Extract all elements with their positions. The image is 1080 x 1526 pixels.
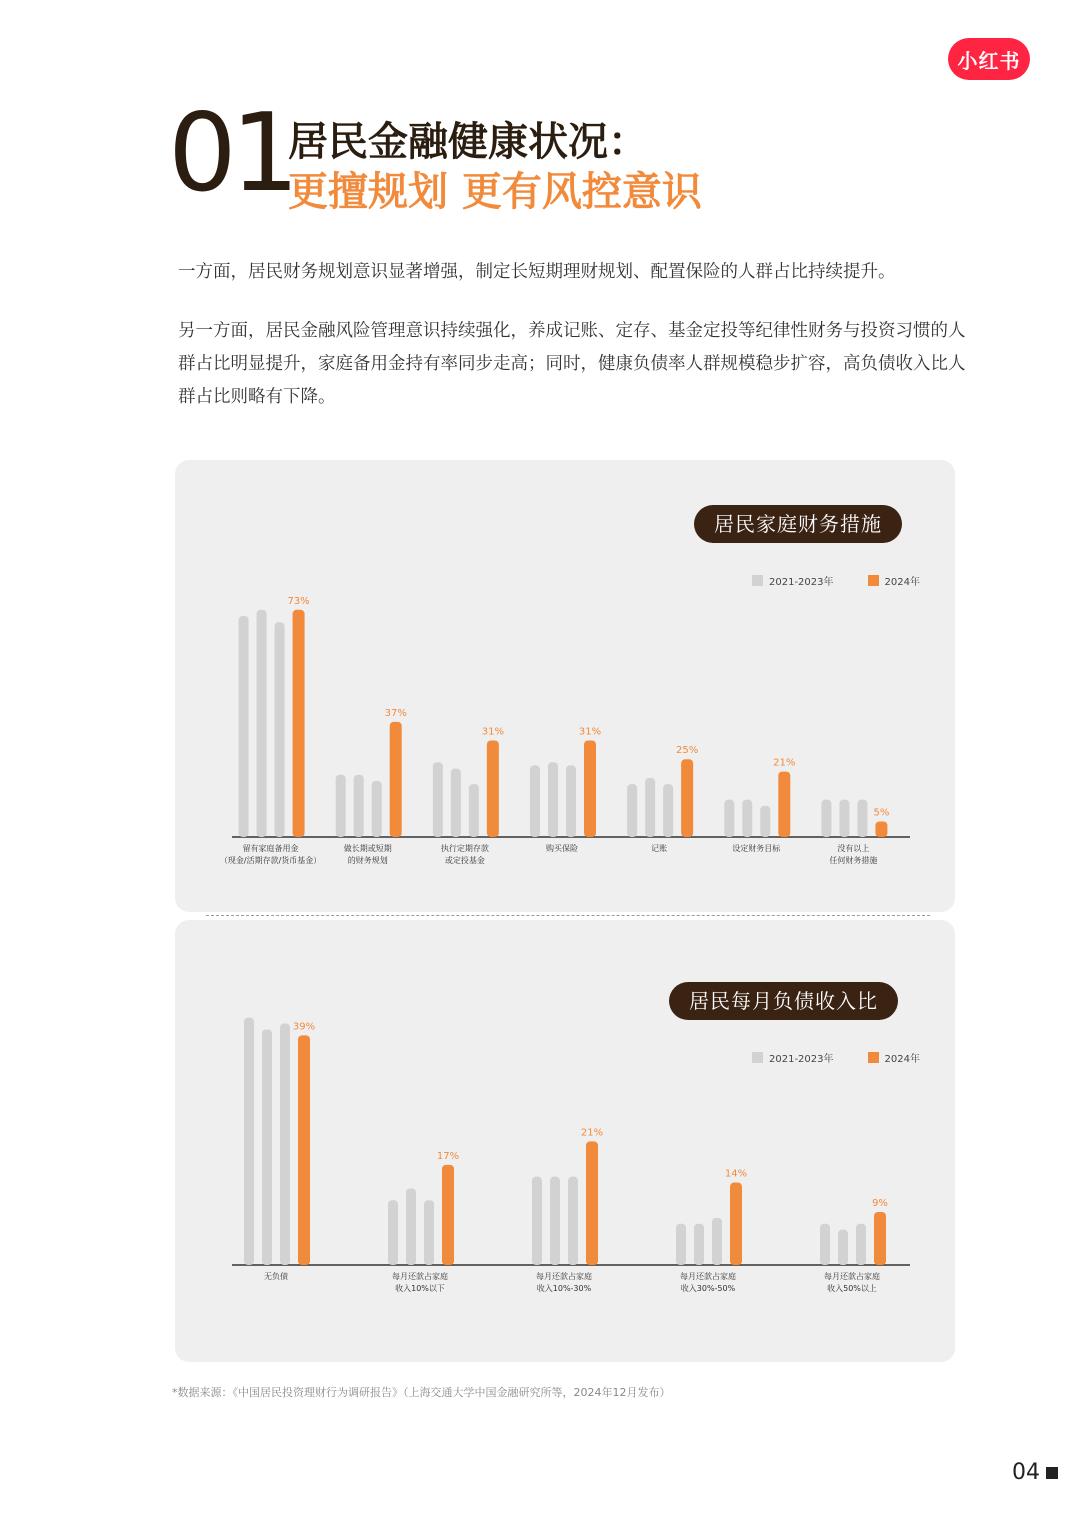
x-tick-label: 每月还款占家庭 [536,1272,592,1281]
bar-2024 [442,1165,454,1265]
bar-2021-2023 [424,1200,434,1265]
data-label-2024: 21% [773,757,796,769]
bar-2024 [298,1035,310,1265]
x-tick-label: 每月还款占家庭 [824,1272,880,1281]
bar-2021-2023 [856,1224,866,1265]
bar-2024 [586,1141,598,1265]
x-tick-label: 没有以上 [837,844,870,853]
x-tick-label: 记账 [651,844,668,853]
data-label-2024: 21% [580,1127,604,1139]
x-tick-label: 设定财务目标 [732,844,781,853]
xiaohongshu-logo: 小红书 [948,38,1030,80]
data-label-2024: 31% [481,726,504,738]
chart-title-financial-measures: 居民家庭财务措施 [694,505,902,543]
x-tick-label: 收入10%以下 [395,1284,445,1293]
data-label-2024: 37% [384,707,407,719]
bar-2021-2023 [280,1024,290,1265]
x-tick-label: 任何财务措施 [829,856,878,865]
x-tick-label: 做长期或短期 [343,844,392,853]
legend-label-orange: 2024年 [884,577,920,588]
x-tick-label: 收入50%以上 [827,1284,877,1293]
data-label-2024: 31% [578,726,602,738]
bar-2021-2023 [820,1224,830,1265]
bar-2021-2023 [550,1177,560,1265]
intro-paragraph-2: 另一方面，居民金融风险管理意识持续强化，养成记账、定存、基金定投等纪律性财务与投资习惯的人群占比明显提升，家庭备用金持有率同步走高；同时，健康负债率人群规模稳步扩容，高负债收入比人群占比则略有下降。 [178,321,966,407]
data-label-2024: 73% [287,595,310,607]
legend-label-grey: 2021-2023年 [769,577,834,588]
bar-2021-2023 [694,1224,704,1265]
x-tick-label: 的财务规划 [347,856,388,865]
x-tick-label: 每月还款占家庭 [680,1272,736,1281]
x-tick-label: 或定投基金 [444,856,485,865]
x-tick-label: 购买保险 [546,844,578,853]
x-tick-label: 无负债 [264,1272,288,1281]
intro-paragraph-1: 一方面，居民财务规划意识显著增强，制定长短期理财规划、配置保险的人群占比持续提升。 [178,262,896,282]
page-marker-icon [1046,1467,1058,1479]
x-tick-label: 收入10%-30% [536,1284,592,1293]
chart-title-debt-ratio: 居民每月负债收入比 [669,982,898,1020]
x-tick-label: 留有家庭备用金 [242,844,299,853]
data-label-2024: 14% [724,1168,748,1180]
data-label-2024: 17% [436,1150,460,1162]
bar-2021-2023 [262,1029,272,1265]
bar-2021-2023 [388,1200,398,1265]
page-subtitle: 更擅规划 更有风控意识 [288,169,702,215]
bar-2021-2023 [712,1218,722,1265]
page-number [1012,1460,1058,1485]
bar-2021-2023 [838,1230,848,1265]
x-tick-label: 执行定期存款 [440,844,489,853]
x-tick-label: 每月还款占家庭 [392,1272,448,1281]
bar-2021-2023 [532,1177,542,1265]
bar-2021-2023 [676,1224,686,1265]
bar-2021-2023 [568,1177,578,1265]
data-source-note: *数据来源：《中国居民投资理财行为调研报告》（上海交通大学中国金融研究所等，2024年12月发布） [172,1386,671,1399]
legend-label-orange: 2024年 [884,1054,920,1065]
bar-2024 [874,1212,886,1265]
data-label-2024: 5% [873,807,890,819]
page-number-text: 04 [1012,1460,1040,1485]
x-tick-label: （现金/活期存款/货币基金） [219,856,322,865]
data-label-2024: 9% [872,1198,888,1209]
data-label-2024: 39% [292,1021,316,1033]
data-label-2024: 25% [676,745,699,757]
bar-2021-2023 [406,1188,416,1265]
section-number: 01 [168,91,294,216]
bar-2024 [730,1183,742,1265]
bar-2021-2023 [244,1018,254,1265]
x-tick-label: 收入30%-50% [680,1284,736,1293]
legend-label-grey: 2021-2023年 [769,1054,834,1065]
page-title: 居民金融健康状况： [288,119,648,165]
